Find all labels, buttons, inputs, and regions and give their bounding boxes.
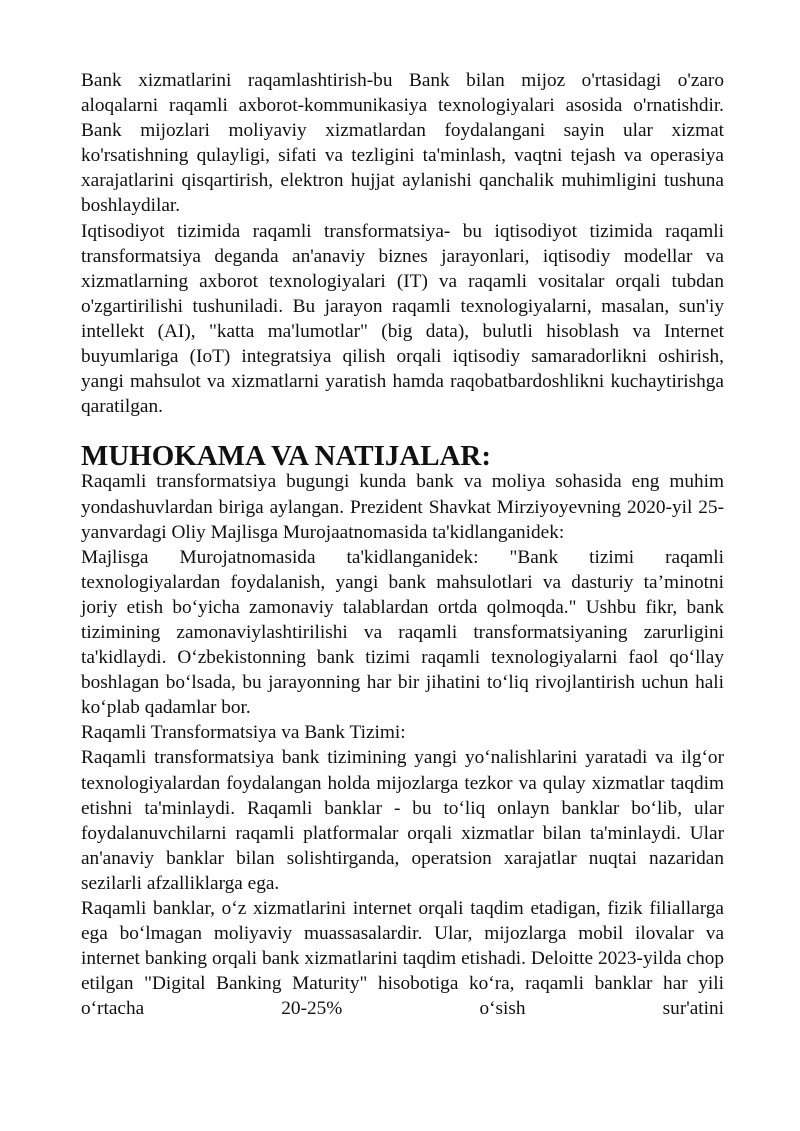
paragraph-address-quote: Majlisga Murojatnomasida ta'kidlanganidek: "Bank tizimi raqamli texnologiyalardan foydalanish, yangi bank mahsulotlari va dasturiy ta’minotni joriy etish bo‘yicha zamonaviy talablardan ortda qolmoqda." Ushbu fikr, bank tizimining zamonaviylashtirilishi va raqamli transformatsiyaning zarurligini ta'kidlaydi. O‘zbekistonning bank tizimi raqamli texnologiyalarni faol qo‘llay boshlagan bo‘lsada, bu jarayonning har bir jihatini to‘liq rivojlantirish uchun hali ko‘plab qadamlar bor. [81, 546, 724, 719]
document-page [81, 68, 724, 1021]
paragraph-digital-transformation-definition: Iqtisodiyot tizimida raqamli transformatsiya- bu iqtisodiyot tizimida raqamli transformatsiya deganda an'anaviy biznes jarayonlari, iqtisodiy modellar va xizmatlarning axborot texnologiyalari (IT) va raqamli vositalar orqali tubdan o'zgartirilishi tushuniladi. Bu jarayon raqamli texnologiyalarni, masalan, sun'iy intellekt (AI), "katta ma'lumotlar" (big data), bulutli hisoblash va Internet buyumlariga (IoT) integratsiya qilish orqali iqtisodiy samaradorlikni oshirish, yangi mahsulot va xizmatlarni yaratish hamda raqobatbardoshlikni kuchaytirishga qaratilgan. [81, 220, 724, 418]
subheading-transformation-and-banking: Raqamli Transformatsiya va Bank Tizimi: [81, 722, 406, 744]
paragraph-digital-banks-definition: Raqamli banklar, o‘z xizmatlarini internet orqali taqdim etadigan, fizik filiallarga ega bo‘lmagan moliyaviy muassasalardir. Ular, mijozlarga mobil ilovalar va internet banking orqali bank xizmatlarini taqdim etishadi. Deloitte 2023-yilda chop etilgan "Digital Banking Maturity" hisobotiga ko‘ra, raqamli banklar har yili o‘rtacha 20-25% o‘sish sur'atini [81, 898, 724, 1020]
paragraph-digital-transformation-importance: Raqamli transformatsiya bugungi kunda bank va moliya sohasida eng muhim yondashuvlardan biriga aylangan. Prezident Shavkat Mirziyoyevning 2020-yil 25-yanvardagi Oliy Majlisga Murojaatnomasida ta'kidlanganidek: [81, 471, 724, 543]
paragraph-digital-banks-advantages: Raqamli transformatsiya bank tizimining yangi yo‘nalishlarini yaratadi va ilg‘or texnologiyalardan foydalangan holda mijozlarga tezkor va qulay xizmatlar taqdim etishni ta'minlaydi. Raqamli banklar - bu to‘liq onlayn banklar bo‘lib, ular foydalanuvchilarni raqamli platformalar orqali xizmatlar bilan ta'minlaydi. Ular an'anaviy banklar bilan solishtirganda, operatsion xarajatlar nuqtai nazaridan sezilarli afzalliklarga ega. [81, 747, 724, 894]
section-heading: MUHOKAMA VA NATIJALAR: [81, 440, 491, 473]
paragraph-bank-digitalization: Bank xizmatlarini raqamlashtirish-bu Bank bilan mijoz o'rtasidagi o'zaro aloqalarni raqamli axborot-kommunikasiya texnologiyalari asosida o'rnatishdir. Bank mijozlari moliyaviy xizmatlardan foydalangani sayin ular xizmat ko'rsatishning qulayligi, sifati va tezligini ta'minlash, vaqtni tejash va operasiya xarajatlarini qisqartirish, elektron hujjat aylanishi qanchalik muhimligini tushuna boshlaydilar. [81, 70, 724, 217]
